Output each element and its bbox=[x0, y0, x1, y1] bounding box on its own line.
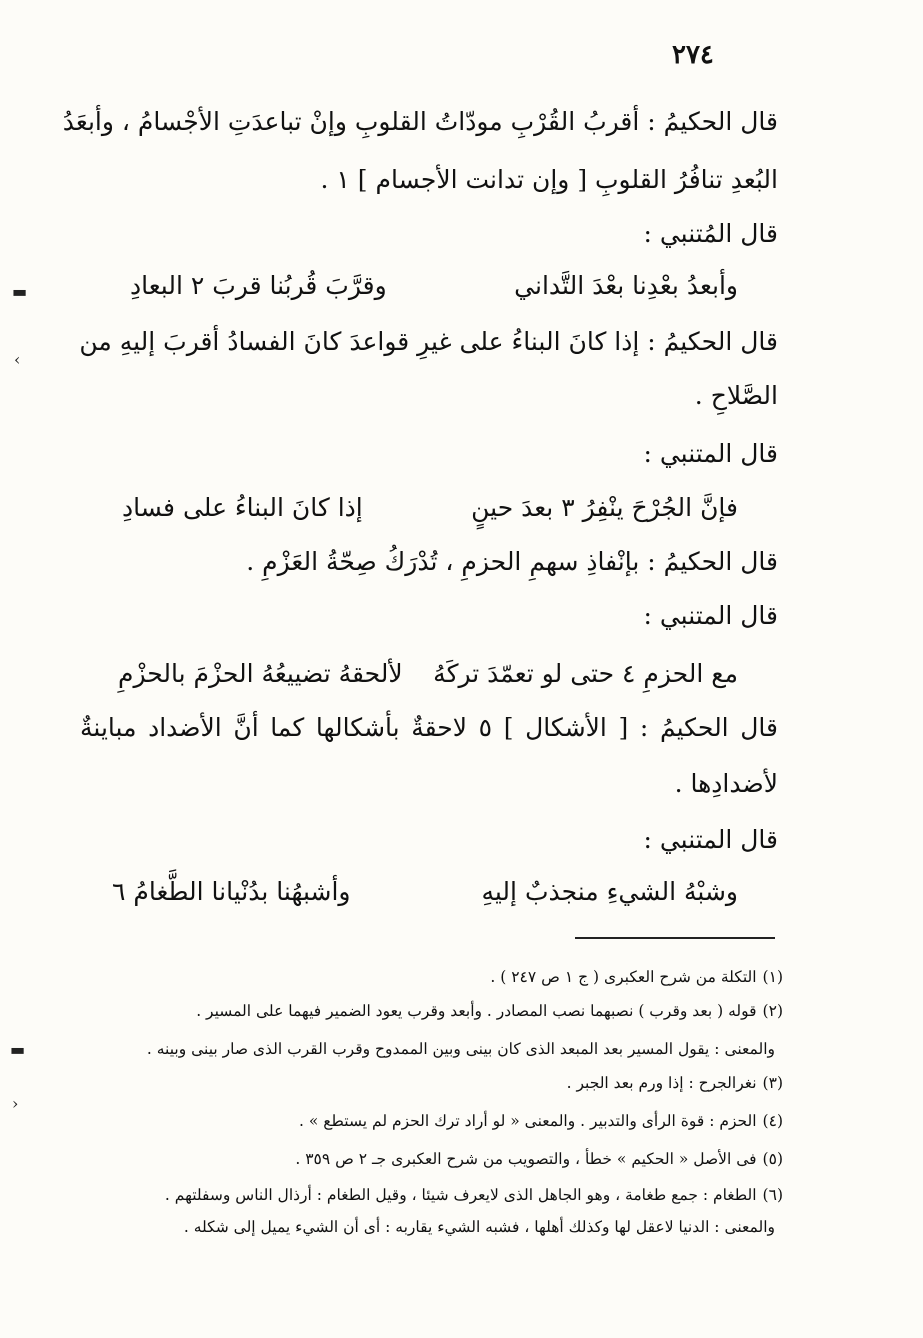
footnote-number: (٥) bbox=[762, 1150, 783, 1168]
scan-mark: ▬ bbox=[12, 282, 28, 301]
text-line: الصَّلاحِ . bbox=[694, 381, 778, 410]
footnote-text: والمعنى : الدنيا لاعقل لها وكذلك أهلها ، فشبه الشيء يقاربه : أى أن الشيء يميل إلى شكله . bbox=[183, 1218, 775, 1236]
scan-mark: ‹ bbox=[14, 350, 21, 369]
speaker-line: قال المتنبي : bbox=[643, 825, 778, 854]
scan-mark: ▬ bbox=[10, 1040, 26, 1059]
verse-hemistich-second: وأشبهُنا بدُنْيانا الطَّغامُ ٦ bbox=[112, 877, 351, 906]
footnote-continuation bbox=[147, 1038, 775, 1060]
footnote-number: (٤) bbox=[762, 1112, 783, 1130]
text-line: قال الحكيمُ : إذا كانَ البناءُ على غيرِ قواعدَ كانَ الفسادُ أقربَ إليهِ من bbox=[79, 327, 778, 356]
scan-mark: › bbox=[12, 1094, 19, 1113]
verse-hemistich-second: إذا كانَ البناءُ على فسادِ bbox=[122, 493, 363, 522]
footnote-text: التكلة من شرح العكبرى ( ج ١ ص ٢٤٧ ) . bbox=[490, 968, 757, 986]
speaker-line: قال المُتنبي : bbox=[643, 219, 778, 248]
footnote-divider bbox=[575, 937, 775, 939]
verse-hemistich-first: مع الحزمِ ٤ حتى لو تعمّدَ تركَهُ bbox=[433, 659, 738, 688]
footnote-text: الطغام : جمع طغامة ، وهو الجاهل الذى لايعرف شيئا ، وقيل الطغام : أرذال الناس وسفلتهم . bbox=[164, 1186, 757, 1204]
footnote-text: الحزم : قوة الرأى والتدبير . والمعنى « لو أراد ترك الحزم لم يستطع » . bbox=[299, 1112, 757, 1130]
page-number: ٢٧٤ bbox=[672, 40, 714, 70]
footnote-number: (١) bbox=[762, 968, 783, 986]
speaker-line: قال المتنبي : bbox=[643, 439, 778, 468]
footnote-text: والمعنى : يقول المسير بعد المبعد الذى كان بينى وبين الممدوح وقرب القرب الذى صار بينى وبينه . bbox=[146, 1040, 775, 1058]
text-line: لأضدادِها . bbox=[674, 769, 778, 798]
footnote-text: فى الأصل « الحكيم » خطأ ، والتصويب من شرح العكبرى جـ ٢ ص ٣٥٩ . bbox=[295, 1150, 757, 1168]
speaker-line: قال المتنبي : bbox=[643, 601, 778, 630]
footnote-number: (٢) bbox=[762, 1002, 783, 1020]
verse-hemistich-second: لألحقهُ تضييعُهُ الحزْمَ بالحزْمِ bbox=[118, 659, 403, 688]
footnote bbox=[299, 1110, 783, 1132]
footnote bbox=[567, 1072, 783, 1094]
text-line: البُعدِ تنافُرُ القلوبِ [ وإن تدانت الأجسام ] ١ . bbox=[320, 165, 778, 194]
footnote-number: (٣) bbox=[762, 1074, 783, 1092]
footnote-number: (٦) bbox=[762, 1186, 783, 1204]
footnote bbox=[490, 966, 783, 988]
text-line: قال الحكيمُ : بإنْفاذِ سهمِ الحزمِ ، تُدْرَكُ صِحّةُ العَزْمِ . bbox=[246, 547, 778, 576]
text-line: قال الحكيمُ : أقربُ القُرْبِ مودّاتُ القلوبِ وإنْ تباعدَتِ الأجْسامُ ، وأبعَدُ bbox=[62, 107, 778, 136]
text-line: قال الحكيمُ : [ الأشكال ] ٥ لاحقةٌ بأشكالها كما أنَّ الأضداد مباينةٌ bbox=[80, 713, 778, 742]
footnote-continuation bbox=[184, 1216, 775, 1238]
footnote-text: قوله ( بعد وقرب ) نصبهما نصب المصادر . وأبعد وقرب يعود الضمير فيهما على المسير . bbox=[196, 1002, 757, 1020]
verse-hemistich-first: وأبعدُ بعْدِنا بعْدَ التَّداني bbox=[514, 271, 738, 300]
footnote bbox=[196, 1000, 783, 1022]
verse-hemistich-first: فإنَّ الجُرْحَ ينْفِرُ ٣ بعدَ حينٍ bbox=[471, 493, 738, 522]
footnote bbox=[295, 1148, 783, 1170]
footnote bbox=[165, 1184, 783, 1206]
verse-hemistich-first: وشبْهُ الشيءِ منجذبٌ إليهِ bbox=[481, 877, 738, 906]
verse-hemistich-second: وقرَّبَ قُربُنا قربَ ٢ البعادِ bbox=[130, 271, 387, 300]
footnote-text: نغرالجرح : إذا ورم بعد الجبر . bbox=[566, 1074, 757, 1092]
